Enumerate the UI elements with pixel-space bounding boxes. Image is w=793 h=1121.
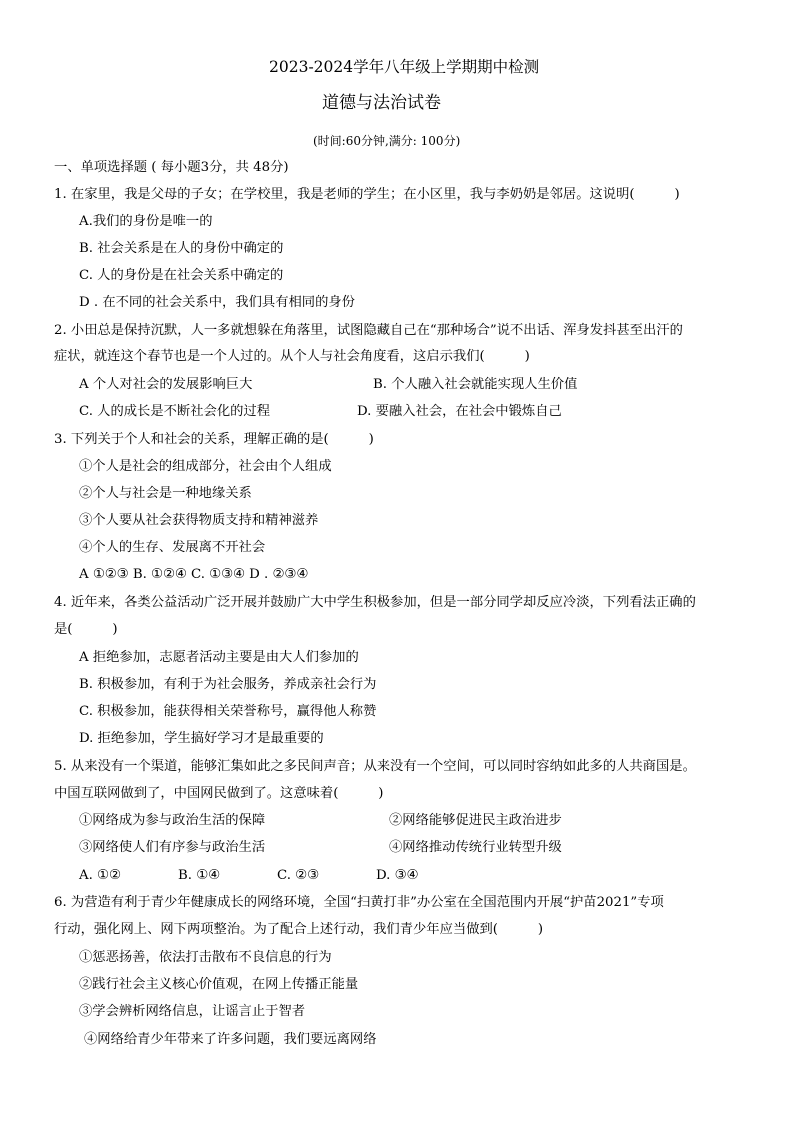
q5-stem-line2: 中国互联网做到了，中国网民做到了。这意味着( ) bbox=[54, 786, 384, 801]
exam-subject: 道德与法治试卷 bbox=[322, 93, 441, 113]
q2-option-c: C. 人的成长是不断社会化的过程 bbox=[79, 404, 271, 419]
q6-stem-line1: 6. 为营造有利于青少年健康成长的网络环境，全国“扫黄打非”办公室在全国范围内开展“护苗2021”专项 bbox=[54, 895, 664, 910]
q4-stem-line1: 4. 近年来，各类公益活动广泛开展并鼓励广大中学生积极参加，但是一部分同学却反应冷淡，下列看法正确的 bbox=[54, 595, 696, 610]
q1-option-d: D . 在不同的社会关系中，我们具有相同的身份 bbox=[79, 295, 355, 310]
q6-statement-1: ①惩恶扬善，依法打击散布不良信息的行为 bbox=[79, 950, 332, 965]
q2-option-d: D. 要融入社会，在社会中锻炼自己 bbox=[357, 404, 562, 419]
exam-title: 2023-2024学年八年级上学期期中检测 bbox=[269, 58, 540, 76]
q6-statement-4: ④网络给青少年带来了许多问题，我们要远离网络 bbox=[84, 1032, 377, 1047]
q3-statement-2: ②个人与社会是一种地缘关系 bbox=[79, 486, 252, 501]
q3-statement-1: ①个人是社会的组成部分，社会由个人组成 bbox=[79, 459, 332, 474]
q5-stem-line1: 5. 从来没有一个渠道，能够汇集如此之多民间声音；从来没有一个空间，可以同时容纳如此多的人共商国是。 bbox=[54, 759, 696, 774]
q4-option-d: D. 拒绝参加，学生搞好学习才是最重要的 bbox=[79, 731, 324, 746]
q3-statement-3: ③个人要从社会获得物质支持和精神滋养 bbox=[79, 513, 319, 528]
q5-option-c: C. ②③ bbox=[277, 868, 319, 883]
q5-statement-4: ④网络推动传统行业转型升级 bbox=[389, 840, 562, 855]
q5-statement-1: ①网络成为参与政治生活的保障 bbox=[79, 813, 266, 828]
q5-option-b: B. ①④ bbox=[178, 868, 221, 883]
exam-time-score: (时间:60分钟,满分: 100分) bbox=[313, 134, 461, 148]
q3-stem: 3. 下列关于个人和社会的关系，理解正确的是( ) bbox=[54, 432, 374, 447]
q1-option-b: B. 社会关系是在人的身份中确定的 bbox=[79, 241, 284, 256]
q2-stem-line1: 2. 小田总是保持沉默，人一多就想躲在角落里，试图隐藏自己在“那种场合”说不出话、浑身发抖甚至出汗的 bbox=[54, 323, 683, 338]
q6-stem-line2: 行动，强化网上、网下两项整治。为了配合上述行动，我们青少年应当做到( ) bbox=[54, 922, 544, 937]
q5-option-d: D. ③④ bbox=[376, 868, 419, 883]
q1-option-c: C. 人的身份是在社会关系中确定的 bbox=[79, 268, 284, 283]
q6-statement-2: ②践行社会主义核心价值观，在网上传播正能量 bbox=[79, 977, 359, 992]
q4-stem-line2: 是( ) bbox=[54, 622, 118, 637]
q2-stem-line2: 症状，就连这个春节也是一个人过的。从个人与社会角度看，这启示我们( ) bbox=[54, 349, 530, 364]
q3-options: A ①②③ B. ①②④ C. ①③④ D . ②③④ bbox=[79, 567, 309, 582]
q4-option-c: C. 积极参加，能获得相关荣誉称号，赢得他人称赞 bbox=[79, 704, 377, 719]
q6-statement-3: ③学会辨析网络信息，让谣言止于智者 bbox=[79, 1004, 306, 1019]
q5-option-a: A. ①② bbox=[79, 868, 121, 883]
q3-statement-4: ④个人的生存、发展离不开社会 bbox=[79, 540, 266, 555]
q2-option-a: A 个人对社会的发展影响巨大 bbox=[79, 377, 253, 392]
q5-statement-3: ③网络使人们有序参与政治生活 bbox=[79, 840, 266, 855]
q4-option-b: B. 积极参加，有利于为社会服务，养成亲社会行为 bbox=[79, 677, 377, 692]
q2-option-b: B. 个人融入社会就能实现人生价值 bbox=[373, 377, 578, 392]
q5-statement-2: ②网络能够促进民主政治进步 bbox=[389, 813, 562, 828]
q1-option-a: A.我们的身份是唯一的 bbox=[79, 214, 213, 229]
q4-option-a: A 拒绝参加，志愿者活动主要是由大人们参加的 bbox=[79, 650, 359, 665]
q1-stem: 1. 在家里，我是父母的子女；在学校里，我是老师的学生；在小区里，我与李奶奶是邻居。这说明( ) bbox=[54, 187, 680, 202]
section-heading: 一、单项选择题 ( 每小题3分，共 48分) bbox=[54, 160, 289, 175]
